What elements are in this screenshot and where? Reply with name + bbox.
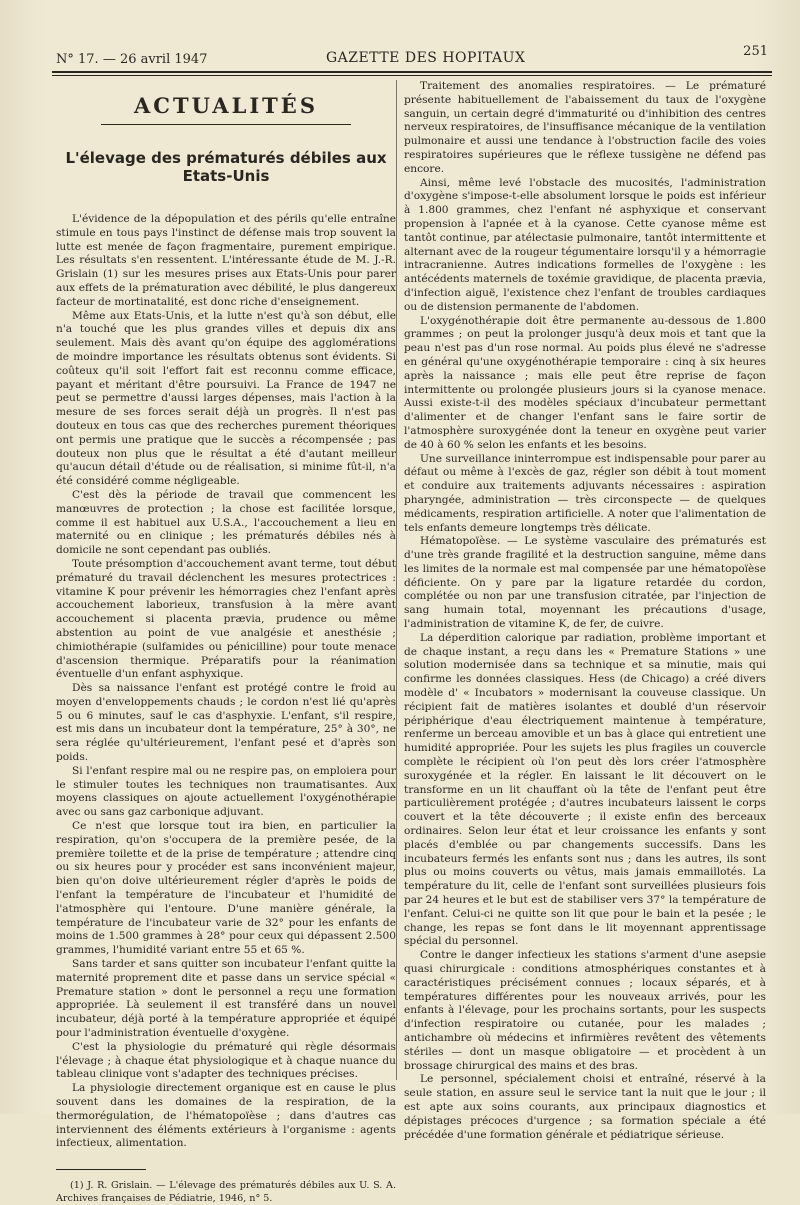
section-rule — [101, 124, 351, 125]
paragraph: Hématopoïèse. — Le système vasculaire des prématurés est d'une très grande fragilité et la destruction sanguine, même dans les limites de la normale est mal compensée par une hématopoïèse déficiente. On y pare par la ligature retardée du cordon, complétée ou non par une transfusion citratée, par l'injection de sang humain total, moyennant les précautions d'usage, l'administration de vitamine K, de fer, de cuivre. — [404, 535, 766, 631]
paragraph: Même aux Etats-Unis, et la lutte n'est qu'à son début, elle n'a touché que les plus grandes villes et depuis dix ans seulement. Mais dès avant qu'on équipe des agglomérations de moindre importance les résultats obtenus sont évidents. Si coûteux qu'il soit l'effort fait est reconnu comme efficace, payant et méritant d'être poursuivi. La France de 1947 ne peut se permettre d'aussi larges dépenses, mais l'action à la mesure de ses forces serait déjà un progrès. Il n'est pas douteux en tous cas que des recherches purement théoriques ont permis une pratique que le succès a récompensée ; pas douteux non plus que le résultat a été d'autant meilleur qu'aucun détail d'étude ou de réalisation, si minime fût-il, n'a été considéré comme négligeable. — [56, 309, 396, 488]
paragraph: L'oxygénothérapie doit être permanente au-dessous de 1.800 grammes ; on peut la prolonger jusqu'à deux mois et tant que la peau n'est pas d'un rose normal. Au poids plus élevé ne s'adresse en général qu'une oxygénothérapie temporaire : cinq à six heures après la naissance ; mais elle peut être reprise de façon intermittente ou prolongée plusieurs jours si la cyanose menace. Aussi existe-t-il des modèles spéciaux d'incubateur permettant d'alimenter et de changer l'enfant sans le faire sortir de l'atmosphère suroxygénée dont la teneur en oxygène peut varier de 40 à 60 % selon les enfants et les besoins. — [404, 314, 766, 451]
paragraph: Une surveillance ininterrompue est indispensable pour parer au défaut ou même à l'excès de gaz, régler son débit à tout moment et conduire aux traitements adjuvants nécessaires : aspiration pharyngée, administration — très circonspecte — de quelques médicaments, respiration artificielle. A noter que l'alimentation de tels enfants demeure longtemps très délicate. — [404, 452, 766, 534]
column-divider — [396, 80, 397, 1080]
paragraph: Le personnel, spécialement choisi et entraîné, réservé à la seule station, en assure seul le service tant la nuit que le jour ; il est apte aux soins courants, aux principaux diagnostics et dépistages précoces d'urgence ; sa formation spéciale a été précédée d'une formation générale et pédiatrique sérieuse. — [404, 1073, 766, 1141]
header-rule — [52, 71, 772, 76]
right-column — [404, 80, 766, 1142]
paragraph: Ce n'est que lorsque tout ira bien, en particulier la respiration, qu'on s'occupera de la première pesée, de la première toilette et de la prise de température ; attendre cinq ou six heures pour y procéder est sans inconvénient majeur, bien qu'on doive ultérieurement régler d'après le poids de l'enfant la température de l'incubateur et l'humidité de l'atmosphère qui l'entoure. D'une manière générale, la température de l'incubateur varie de 32° pour les enfants de moins de 1.500 grammes à 28° pour ceux qui dépassent 2.500 grammes, l'humidité variant entre 55 et 65 %. — [56, 820, 396, 957]
paragraph: Ainsi, même levé l'obstacle des mucosités, l'administration d'oxygène s'impose-t-elle absolument lorsque le poids est inférieur à 1.800 grammes, chez l'enfant né asphyxique et conservant propension à l'apnée et à la cyanose. Cette cyanose même est tantôt continue, par atélectasie pulmonaire, tantôt intermittente et alternant avec de la rougeur tégumentaire lorsqu'il y a hémorragie intracranienne. Autres indications formelles de l'oxygène : les antécédents maternels de toxémie gravidique, de placenta prævia, d'infection aiguë, l'existence chez l'enfant de troubles cardiaques ou de distension permanente de l'abdomen. — [404, 176, 766, 313]
paragraph: Sans tarder et sans quitter son incubateur l'enfant quitte la maternité proprement dite et passe dans un service spécial « Premature station » dont le personnel a reçu une formation appropriée. Là seulement il est transféré dans un nouvel incubateur, déjà porté à la température appropriée et équipé pour l'administration éventuelle d'oxygène. — [56, 958, 396, 1040]
paragraph: Toute présomption d'accouchement avant terme, tout début prématuré du travail déclenchent les mesures protectrices : vitamine K pour prévenir les hémorragies chez l'enfant après accouchement laborieux, transfusion à la mère avant accouchement si placenta prævia, prudence ou même abstention au point de vue analgésie et anesthésie ; chimiothérapie (sulfamides ou pénicilline) pour toute menace d'ascension thermique. Préparatifs pour la réanimation éventuelle d'un enfant asphyxique. — [56, 557, 396, 681]
page-header — [56, 44, 768, 70]
paragraph: Si l'enfant respire mal ou ne respire pas, on emploiera pour le stimuler toutes les techniques non traumatisantes. Aux moyens classiques on ajoute actuellement l'oxygénothérapie avec ou sans gaz carbonique adjuvant. — [56, 764, 396, 819]
section-title: ACTUALITÉS — [134, 93, 318, 118]
footnote: (1) J. R. Grislain. — L'élevage des prématurés débiles aux U. S. A. Archives françaises de Pédiatrie, 1946, n° 5. — [56, 1180, 396, 1204]
paragraph: C'est la physiologie du prématuré qui règle désormais l'élevage ; à chaque état physiologique et à chaque nuance du tableau clinique vont s'adapter des techniques précises. — [56, 1040, 396, 1081]
article-title: L'élevage des prématurés débiles aux Etats-Unis — [65, 149, 387, 185]
paragraph: L'évidence de la dépopulation et des périls qu'elle entraîne stimule en tous pays l'instinct de défense mais trop souvent la lutte est menée de façon fragmentaire, purement empirique. Les résultats s'en ressentent. L'intéressante étude de M. J.-R. Grislain (1) sur les mesures prises aux Etats-Unis pour parer aux effets de la prématuration avec débilité, le plus dangereux facteur de mortinatalité, est donc riche d'enseignement. — [56, 213, 396, 308]
paragraph: Dès sa naissance l'enfant est protégé contre le froid au moyen d'enveloppements chauds ; le cordon n'est lié qu'après 5 ou 6 minutes, sauf le cas d'asphyxie. L'enfant, s'il respire, est mis dans un incubateur dont la température, 25° à 30°, ne sera réglée qu'ultérieurement, l'enfant pesé et d'après son poids. — [56, 682, 396, 764]
journal-name: GAZETTE DES HOPITAUX — [326, 50, 526, 66]
footnote-rule — [56, 1169, 146, 1170]
paragraph: La physiologie directement organique est en cause le plus souvent dans les domaines de la respiration, de la thermorégulation, de l'hématopoïèse ; dans d'autres cas interviennent des éléments extérieurs à l'organisme : agents infectieux, alimentation. — [56, 1082, 396, 1150]
paragraph: Traitement des anomalies respiratoires. — Le prématuré présente habituellement de l'abaissement du taux de l'oxygène sanguin, un certain degré d'immaturité ou d'inhibition des centres nerveux respiratoires, de l'insuffisance mécanique de la ventilation pulmonaire et aussi une tendance à l'obstruction facile des voies respiratoires supérieures que le réflexe tussigène ne défend pas encore. — [404, 80, 766, 175]
paragraph: La déperdition calorique par radiation, problème important et de chaque instant, a reçu dans les « Premature Stations » une solution modernisée dans sa technique et sa minutie, mais qui confirme les données classiques. Hess (de Chicago) a créé divers modèle d' « Incubators » modernisant la couveuse classique. Un récipient fait de matières isolantes et doublé d'un réservoir périphérique d'eau électriquement maintenue à température, renferme un berceau amovible et un bas à glace qui entretient une humidité appropriée. Pour les sujets les plus fragiles un couvercle complète le récipient où l'on peut dès lors créer l'atmosphère suroxygénée et la régler. En laissant le lit découvert on le transforme en un lit chauffant où la tête de l'enfant peut être particulièrement protégée ; d'autres incubateurs laissent le corps couvert et la tête découverte ; il existe enfin des berceaux ordinaires. Selon leur état et leur croissance les enfants y sont placés d'emblée ou par changements successifs. Dans les incubateurs fermés les enfants sont nus ; dans les autres, ils sont plus ou moins couverts ou vêtus, mais jamais emmaillotés. La température du lit, celle de l'enfant sont surveillées plusieurs fois par 24 heures et le but est de stabiliser vers 37° la température de l'enfant. Celui-ci ne quitte son lit que pour le bain et la pesée ; le change, les repas se font dans le lit moyennant apprentissage spécial du personnel. — [404, 631, 766, 948]
left-column — [56, 80, 396, 1205]
page-number: 251 — [743, 44, 768, 59]
issue-date: N° 17. — 26 avril 1947 — [56, 52, 208, 67]
paragraph: Contre le danger infectieux les stations s'arment d'une asepsie quasi chirurgicale : conditions atmosphériques constantes et à caractéristiques précisément connues ; locaux séparés, et à températures différentes pour les nouveaux arrivés, pour les enfants à l'élevage, pour les prochains sortants, pour les suspects d'infection respiratoire ou cutanée, pour les malades ; antichambre où médecins et infirmières revêtent des vêtements stériles — dont un masque obligatoire — et procèdent à un brossage chirurgical des mains et des bras. — [404, 949, 766, 1072]
paragraph: C'est dès la période de travail que commencent les manœuvres de protection ; la chose est facilitée lorsque, comme il est habituel aux U.S.A., l'accouchement a lieu en maternité ou en clinique ; les prématurés débiles nés à domicile ne sont cependant pas oubliés. — [56, 488, 396, 557]
